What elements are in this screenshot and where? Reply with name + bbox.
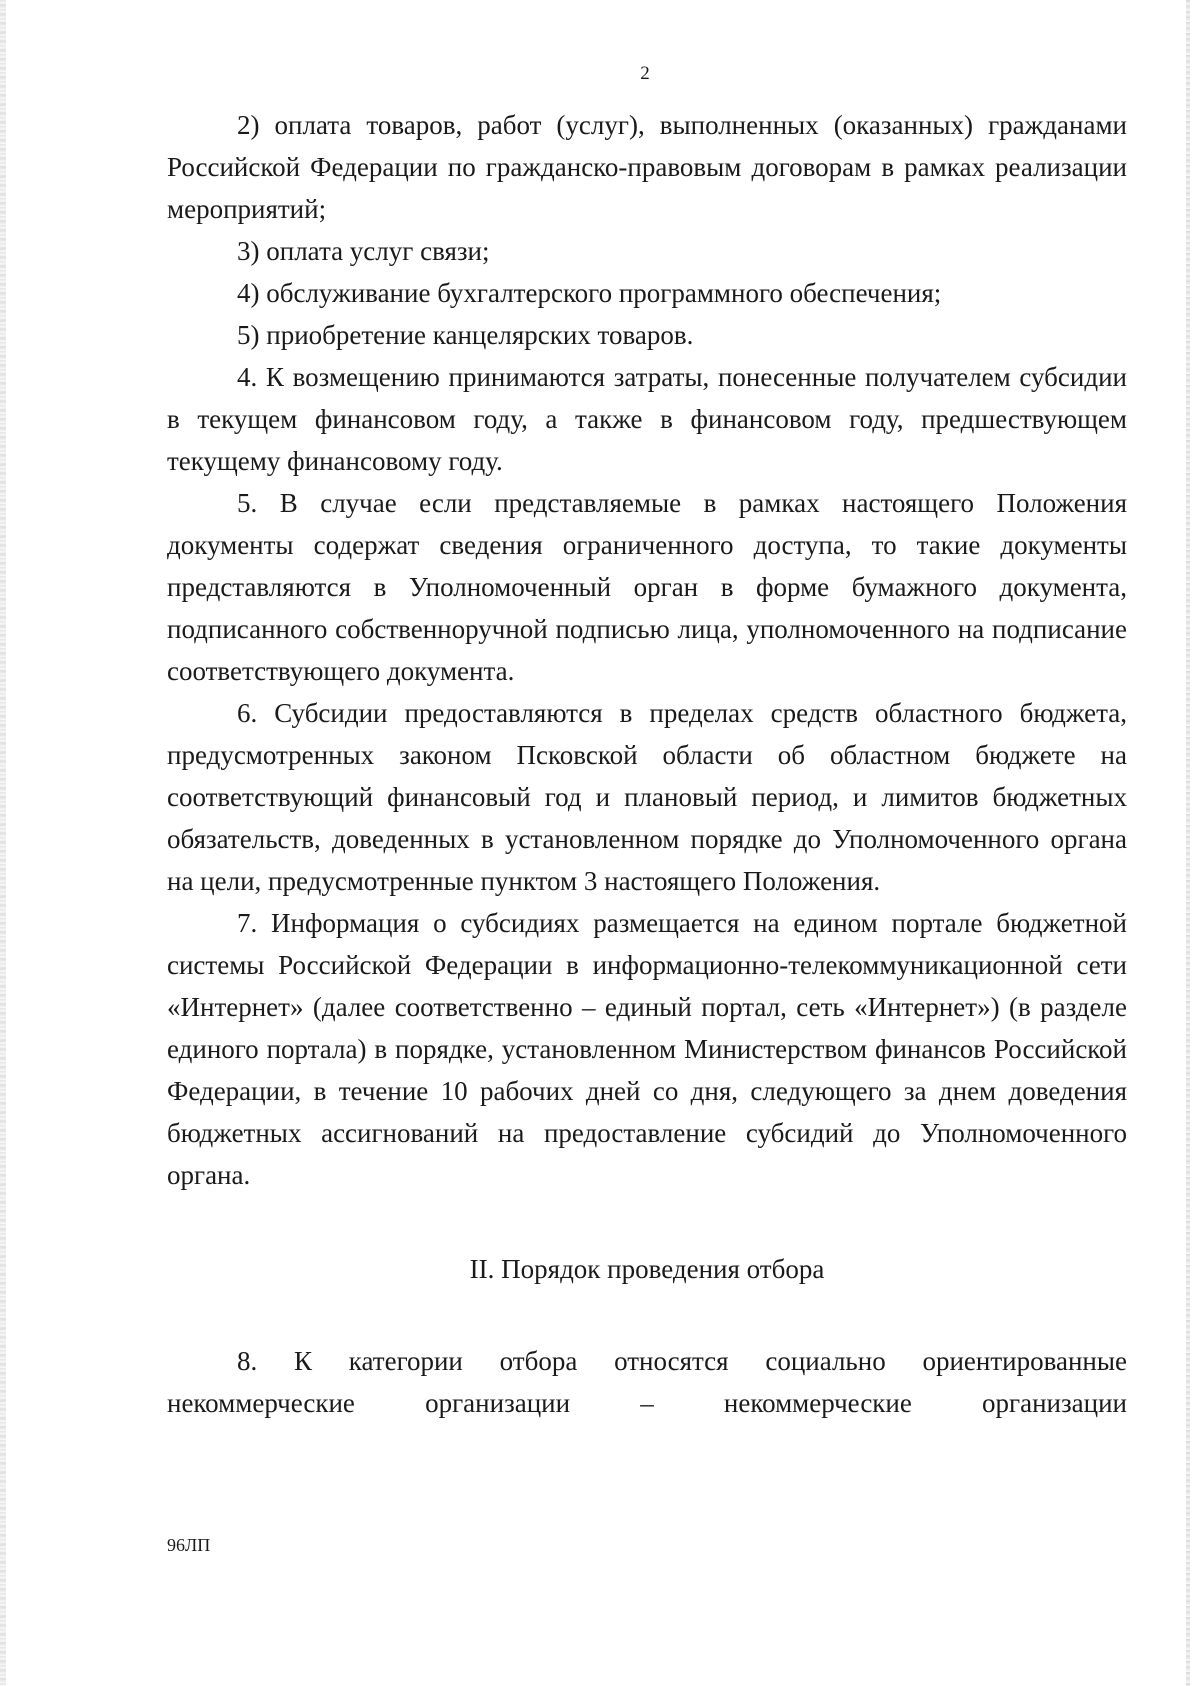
- scan-edge-left: [0, 0, 6, 1686]
- paragraph-item-4: 4) обслуживание бухгалтерского программного обеспечения;: [237, 278, 942, 308]
- page-number: 2: [640, 63, 650, 84]
- paragraph-clause-4: 4. К возмещению принимаются затраты, понесенные получателем субсидии в текущем финансовом году, а также в финансовом году, предшествующем текущему финансовому году.: [167, 362, 1127, 476]
- section-heading: II. Порядок проведения отбора: [469, 1254, 825, 1284]
- paragraph-item-2: 2) оплата товаров, работ (услуг), выполненных (оказанных) гражданами Российской Федерации по гражданско-правовым договорам в рамках реализации мероприятий;: [167, 110, 1127, 224]
- paragraph-clause-5: 5. В случае если представляемые в рамках настоящего Положения документы содержат сведения ограниченного доступа, то такие документы представляются в Уполномоченный орган в форме бумажного документа, подписанного собственноручной подписью лица, уполномоченного на подписание соответствующего документа.: [167, 488, 1127, 686]
- paragraph-clause-6: 6. Субсидии предоставляются в пределах средств областного бюджета, предусмотренных законом Псковской области об областном бюджете на соответствующий финансовый год и плановый период, и лимитов бюджетных обязательств, доведенных в установленном порядке до Уполномоченного органа на цели, предусмотренные пунктом 3 настоящего Положения.: [167, 698, 1127, 896]
- paragraph-item-3: 3) оплата услуг связи;: [237, 236, 490, 266]
- scan-edge-right: [1186, 0, 1190, 1686]
- paragraph-clause-8: 8. К категории отбора относятся социально ориентированные некоммерческие организации – некоммерческие организации: [167, 1346, 1127, 1418]
- document-body: [167, 104, 1127, 1424]
- paragraph-item-5: 5) приобретение канцелярских товаров.: [237, 320, 694, 350]
- paragraph-clause-7: 7. Информация о субсидиях размещается на едином портале бюджетной системы Российской Федерации в информационно-телекоммуникационной сети «Интернет» (далее соответственно – единый портал, сеть «Интернет») (в разделе единого портала) в порядке, установленном Министерством финансов Российской Федерации, в течение 10 рабочих дней со дня, следующего за днем доведения бюджетных ассигнований на предоставление субсидий до Уполномоченного органа.: [167, 908, 1127, 1190]
- document-code: 96ЛП: [167, 1535, 211, 1555]
